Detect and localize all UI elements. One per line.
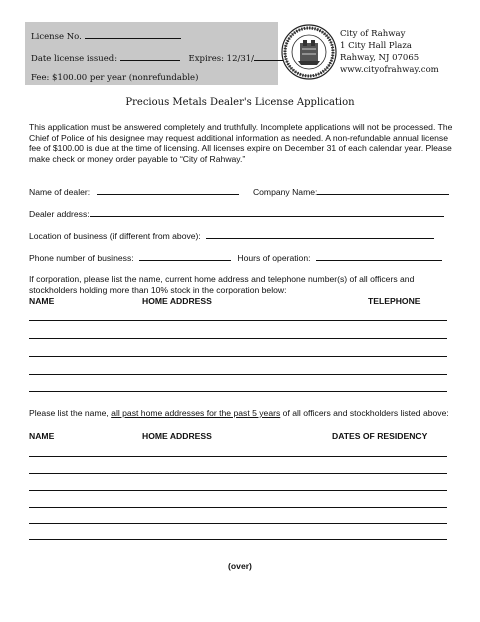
license-no-label: License No. (31, 32, 82, 42)
dealer-name-label: Name of dealer: (29, 187, 91, 197)
fee-line: Fee: $100.00 per year (nonrefundable) (31, 73, 199, 83)
corp-entry-line-5[interactable] (29, 391, 447, 392)
corp-entry-line-3[interactable] (29, 356, 447, 357)
corp-header-telephone: TELEPHONE (368, 296, 421, 306)
corp-entry-line-1[interactable] (29, 320, 447, 321)
corp-header-home-address: HOME ADDRESS (142, 296, 212, 306)
company-name-label: Company Name: (252, 187, 318, 197)
over-note: (over) (228, 561, 252, 571)
date-issued-blank[interactable] (120, 52, 180, 61)
city-name: City of Rahway (340, 29, 406, 39)
past-header-dates-of-residency: DATES OF RESIDENCY (332, 431, 428, 441)
dealer-address-row (29, 209, 444, 219)
intro-paragraph: This application must be answered completely and truthfully. Incomplete applications will not be processed. The Chief of Police of his designee may request additional information as needed. A non-refundable annual license fee of $100.00 is due at the time of licensing. All licenses expire on December 31 of each calendar year. Please make check or money order payable to “City of Rahway.” (29, 122, 453, 164)
phone-label: Phone number of business: (29, 253, 134, 263)
location-label: Location of business (if different from above): (29, 231, 201, 241)
past-entry-line-1[interactable] (29, 456, 447, 457)
page-title: Precious Metals Dealer's License Application (125, 97, 355, 108)
location-row (29, 231, 434, 241)
past-entry-line-4[interactable] (29, 507, 447, 508)
license-info-box (25, 22, 278, 85)
dealer-address-field[interactable] (90, 209, 444, 217)
past-entry-line-2[interactable] (29, 473, 447, 474)
hours-field[interactable] (316, 253, 442, 261)
city-contact-block (340, 28, 439, 76)
dealer-name-row (29, 187, 449, 197)
past-entry-line-6[interactable] (29, 539, 447, 540)
corp-entry-line-2[interactable] (29, 338, 447, 339)
dealer-address-label: Dealer address: (29, 209, 90, 219)
city-address-line-2: Rahway, NJ 07065 (340, 53, 420, 63)
past-entry-line-3[interactable] (29, 490, 447, 491)
date-issued-line (31, 52, 284, 64)
corp-entry-line-4[interactable] (29, 374, 447, 375)
past-suffix: of all officers and stockholders listed above: (282, 408, 449, 418)
city-website[interactable]: www.cityofrahway.com (340, 65, 439, 75)
city-address-line-1: 1 City Hall Plaza (340, 41, 412, 51)
past-header-home-address: HOME ADDRESS (142, 431, 212, 441)
date-issued-label: Date license issued: (31, 54, 118, 64)
corporation-instructions: If corporation, please list the name, current home address and telephone number(s) of all officers and stockholders holding more than 10% stock in the corporation below: (29, 274, 415, 295)
city-seal-icon (281, 24, 337, 80)
phone-hours-row (29, 253, 442, 263)
hours-label: Hours of operation: (237, 253, 311, 263)
past-underlined: all past home addresses for the past 5 years (111, 408, 281, 418)
past-entry-line-5[interactable] (29, 523, 447, 524)
phone-field[interactable] (139, 253, 231, 261)
expires-blank[interactable] (254, 52, 284, 61)
license-no-line (31, 30, 181, 42)
location-field[interactable] (206, 231, 434, 239)
license-no-blank[interactable] (85, 30, 181, 39)
past-addresses-instructions (29, 408, 459, 419)
past-header-name: NAME (29, 431, 55, 441)
past-prefix: Please list the name, (29, 408, 109, 418)
corp-header-name: NAME (29, 296, 55, 306)
dealer-name-field[interactable] (97, 187, 239, 195)
company-name-field[interactable] (317, 187, 449, 195)
expires-label: Expires: 12/31/ (188, 54, 255, 64)
